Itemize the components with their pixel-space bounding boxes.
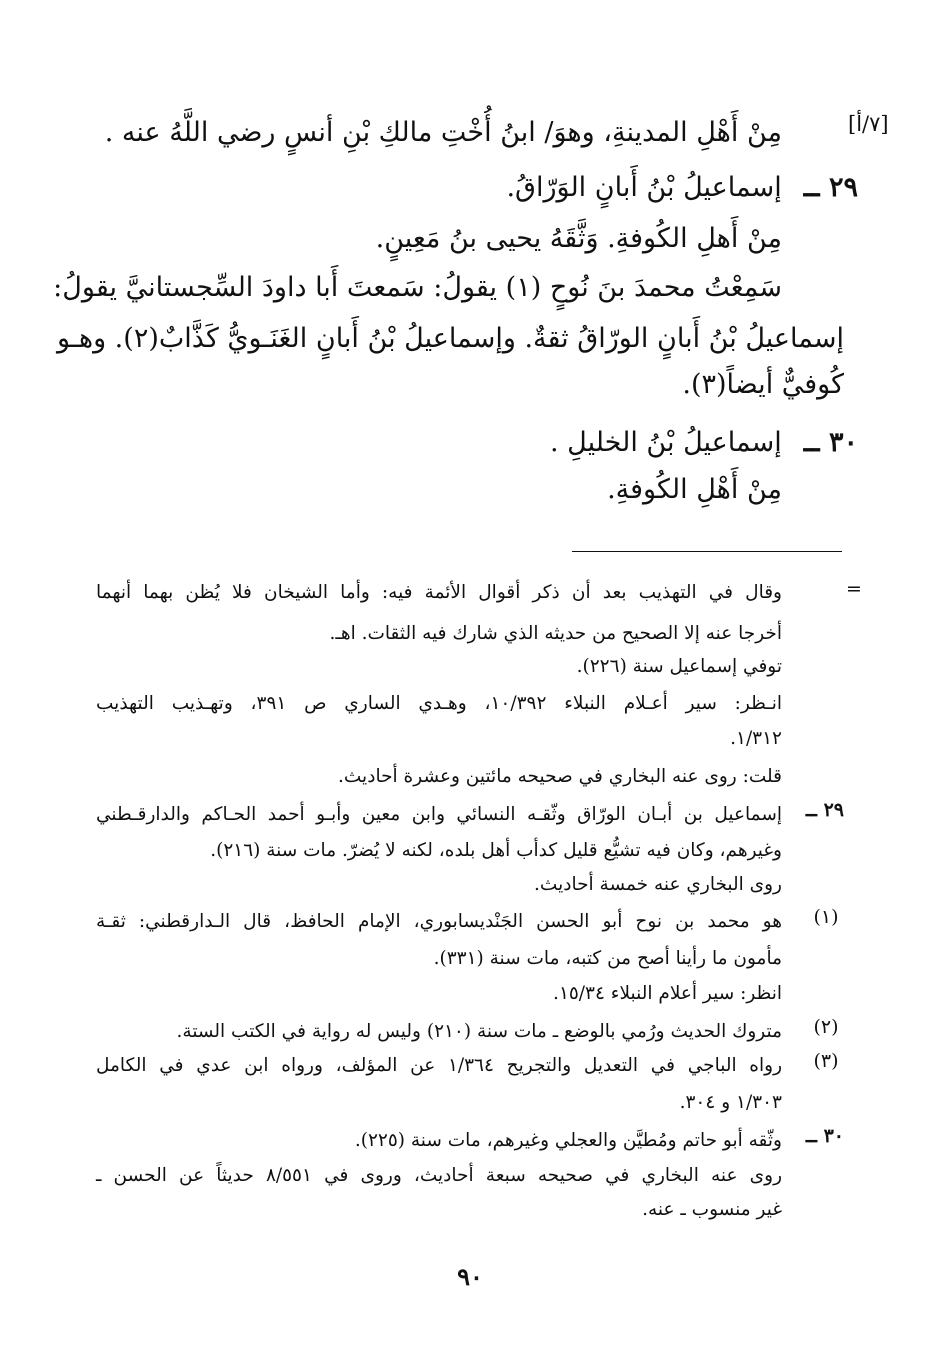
footnote-3-line: ١/٣٠٣ و ٣٠٤.: [679, 1092, 782, 1113]
footnote-3-line: رواه الباجي في التعديل والتجريح ١/٣٦٤ عن المؤلف، ورواه ابن عدي في الكامل: [96, 1055, 783, 1076]
footnote-1-mark: (١): [813, 906, 839, 928]
entry-29-number: ٢٩ ــ: [803, 172, 858, 203]
footnote-line: انـظر: سير أعـلام النبلاء ١٠/٣٩٢، وهـدي الساري ص ٣٩١، وتهـذيب التهذيب: [96, 693, 782, 714]
footnote-30-mark: ٣٠ ــ: [805, 1125, 844, 1147]
footnote-1-line: مأمون ما رأينا أصح من كتبه، مات سنة (٣٣١).: [433, 948, 782, 969]
footnote-line: وقال في التهذيب بعد أن ذكر أقوال الأئمة فيه: وأما الشيخان فلا يُظن بهما أنهما: [96, 582, 782, 603]
main-line-4: سَمِعْتُ محمدَ بنَ نُوحٍ (١) يقولُ: سَمعتَ أَبا داودَ السِّجستانيَّ يقولُ:: [53, 272, 782, 303]
footnote-2-line: متروك الحديث ورُمي بالوضع ـ مات سنة (٢١٠) وليس له رواية في الكتب الستة.: [176, 1021, 782, 1042]
entry-30-title: إسماعيلُ بْنُ الخليلِ .: [549, 427, 782, 458]
footnote-line: قلت: روى عنه البخاري في صحيحه مائتين وعشرة أحاديث.: [338, 766, 782, 787]
footnote-30-line: وثّقه أبو حاتم ومُطيَّن والعجلي وغيرهم، مات سنة (٢٢٥).: [354, 1130, 782, 1151]
main-line-1: مِنْ أَهْلِ المدينةِ، وهوَ/ ابنُ أُخْتِ مالكِ بْنِ أنسٍ رضي اللَّهُ عنه .: [104, 117, 782, 148]
footnote-separator: [572, 551, 842, 552]
page-number: ٩٠: [457, 1262, 483, 1291]
footnote-1-line: هو محمد بن نوح أبو الحسن الجَنْديسابوري، الإمام الحافظ، قال الـدارقطني: ثقـة: [96, 911, 782, 932]
entry-29-heading: [70, 163, 858, 213]
footnote-line: ١/٣١٢.: [730, 728, 782, 749]
footnote-30-line: غير منسوب ـ عنه.: [642, 1199, 782, 1220]
main-line-8: مِنْ أَهْلِ الكُوفةِ.: [607, 474, 782, 505]
footnote-1-line: انظر: سير أعلام النبلاء ١٥/٣٤.: [553, 983, 782, 1004]
footnote-29-line: إسماعيل بن أبـان الورّاق وثّقـه النسائي وابن معين وأبـو أحمد الحـاكم والدارقـطني: [96, 804, 782, 825]
footnote-29-line: وغيرهم، وكان فيه تشيُّع قليل كدأب أهل بلده، لكنه لا يُضرّ. مات سنة (٢١٦).: [210, 840, 782, 861]
entry-29-title: إسماعيلُ بْنُ أَبانٍ الوَرّاقُ.: [506, 172, 782, 203]
footnote-line: أخرجا عنه إلا الصحيح من حديثه الذي شارك فيه الثقات. اهـ.: [329, 623, 782, 644]
footnote-2-mark: (٢): [813, 1016, 839, 1038]
footnote-29-mark: ٢٩ ــ: [805, 799, 844, 821]
footnote-continuation-mark: =: [846, 578, 862, 600]
main-line-6: كُوفيٌّ أيضاً(٣).: [682, 369, 844, 400]
entry-30-heading: [70, 418, 858, 468]
footnote-30-line: روى عنه البخاري في صحيحه سبعة أحاديث، وروى في ٨/٥٥١ حديثاً عن الحسن ـ: [96, 1165, 782, 1186]
footnote-29-line: روى البخاري عنه خمسة أحاديث.: [534, 874, 782, 895]
folio-reference: [٧/أ]: [848, 112, 889, 136]
main-line-3: مِنْ أَهلِ الكُوفةِ. وَثَّقَهُ يحيى بنُ مَعِينٍ.: [375, 223, 782, 254]
footnote-3-mark: (٣): [813, 1050, 839, 1072]
footnote-line: توفي إسماعيل سنة (٢٢٦).: [576, 656, 782, 677]
entry-30-number: ٣٠ ــ: [803, 427, 858, 458]
main-line-5: إسماعيلُ بْنُ أَبانٍ الورّاقُ ثقةٌ. وإسماعيلُ بْنُ أَبانٍ الغَنَـويُّ كَذَّابٌ(٢). وهـو: [56, 323, 844, 354]
